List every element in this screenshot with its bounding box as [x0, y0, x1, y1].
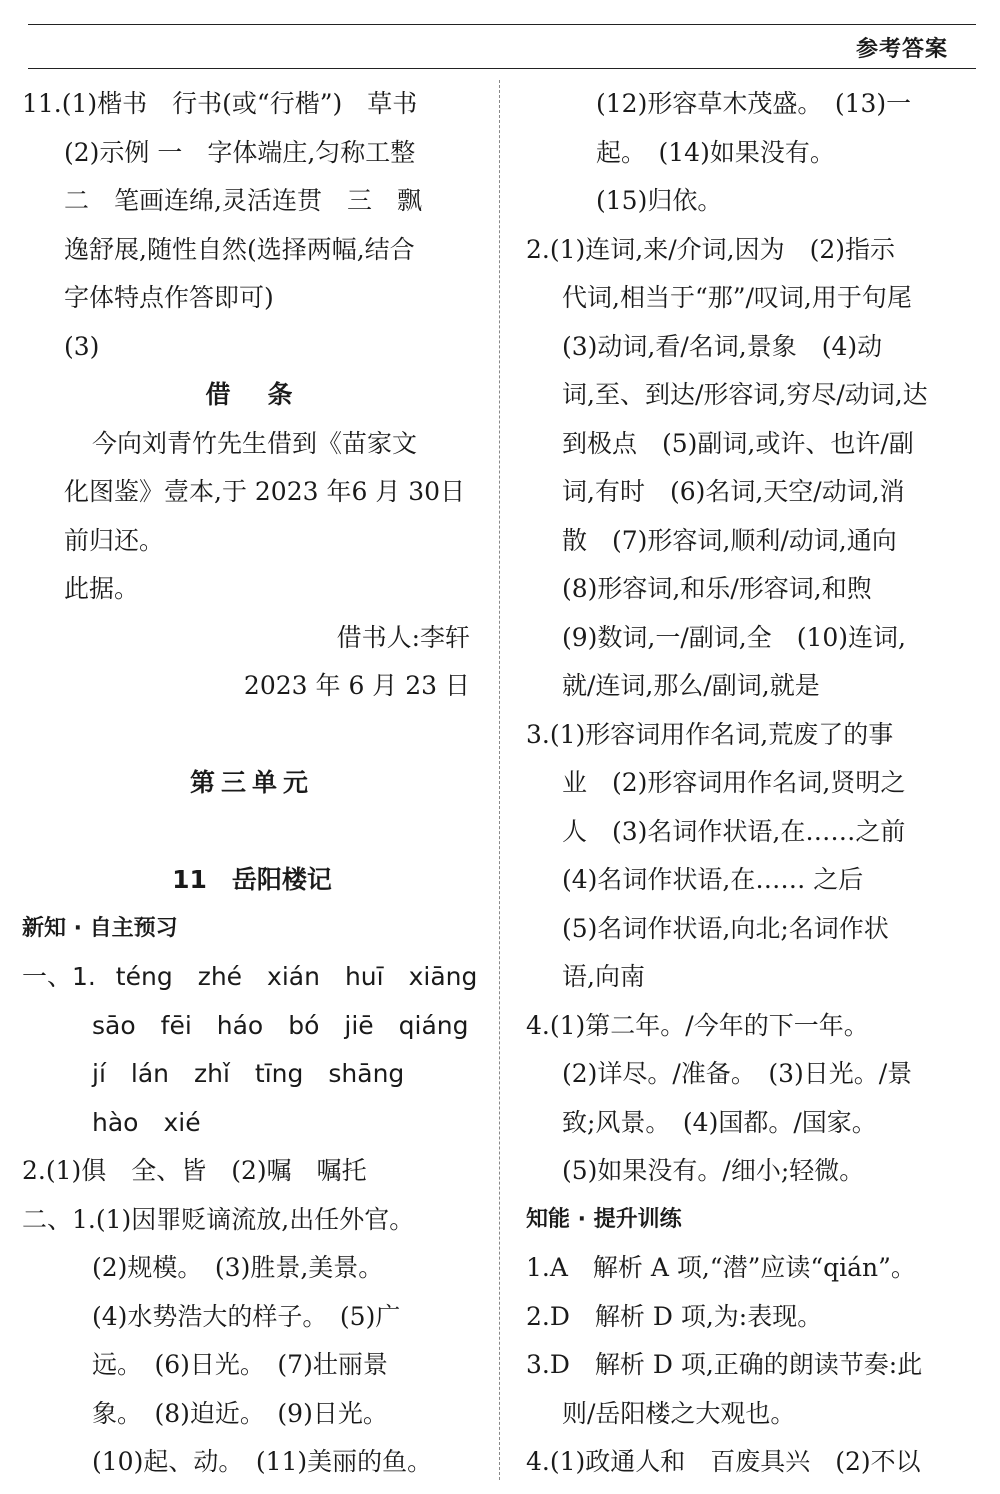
text-line: 2023 年 6 月 23 日 — [243, 671, 470, 700]
text-line: 语,向南 — [562, 962, 645, 991]
text-line: 起。 (14)如果没有。 — [596, 137, 835, 167]
text-line: 2.(1)连词,来/介词,因为 (2)指示 — [526, 234, 895, 264]
text-line: 知能 · 提升训练 — [526, 1206, 682, 1232]
text-line: (2)规模。 (3)胜景,美景。 — [92, 1253, 384, 1282]
text-line: 今向刘青竹先生借到《苗家文 — [92, 428, 418, 458]
text-line: 词,有时 (6)名词,天空/动词,消 — [562, 477, 905, 506]
text-line: 4.(1)第二年。/今年的下一年。 — [526, 1010, 869, 1040]
text-line: (3)动词,看/名词,景象 (4)动 — [562, 331, 883, 361]
text-line: 二 笔画连绵,灵活连贯 三 飘 — [64, 186, 422, 215]
text-line: 则/岳阳楼之大观也。 — [562, 1398, 796, 1428]
text-line: 1.A 解析 A 项,“潜”应读“qián”。 — [526, 1253, 916, 1282]
header-title: 参考答案 — [855, 37, 948, 62]
left-column — [22, 80, 482, 1487]
text-line: (5)如果没有。/细小;轻微。 — [562, 1156, 865, 1185]
text-line: 第三单元 — [189, 768, 314, 797]
text-line: 二、1.(1)因罪贬谪流放,出任外官。 — [22, 1204, 415, 1234]
text-line: 人 (3)名词作状语,在……之前 — [562, 816, 906, 846]
text-line: (15)归依。 — [596, 186, 723, 215]
text-line: 3.(1)形容词用作名词,荒废了的事 — [526, 719, 894, 749]
text-line: 远。 (6)日光。 (7)壮丽景 — [92, 1350, 388, 1379]
text-line: 2.D 解析 D 项,为:表现。 — [526, 1301, 823, 1331]
text-line: (3) — [64, 331, 100, 361]
text-line: 借 条 — [205, 380, 299, 409]
text-line: (2)详尽。/准备。 (3)日光。/景 — [562, 1059, 913, 1088]
text-line: 致;风景。 (4)国都。/国家。 — [562, 1107, 877, 1137]
text-line: (8)形容词,和乐/形容词,和煦 — [562, 574, 872, 603]
right-column — [526, 80, 986, 1487]
text-line: 前归还。 — [64, 525, 165, 555]
page-header — [28, 0, 976, 70]
text-line: 新知 · 自主预习 — [22, 915, 178, 941]
text-line: (10)起、动。 (11)美丽的鱼。 — [92, 1447, 433, 1476]
header-rule-top — [28, 24, 976, 25]
text-line: 11 岳阳楼记 — [172, 865, 332, 894]
text-line: 散 (7)形容词,顺利/动词,通向 — [562, 525, 897, 555]
text-line: 就/连词,那么/副词,就是 — [562, 671, 820, 700]
text-line: (9)数词,一/副词,全 (10)连词, — [562, 622, 906, 652]
text-line: (12)形容草木茂盛。 (13)一 — [596, 89, 912, 118]
text-line: 化图鉴》壹本,于 2023 年6 月 30日 — [64, 477, 466, 506]
text-line: (2)示例 一 字体端庄,匀称工整 — [64, 137, 416, 167]
text-line: 3.D 解析 D 项,正确的朗读节奏:此 — [526, 1350, 923, 1379]
text-line: (4)名词作状语,在…… 之后 — [562, 865, 864, 894]
text-line: 字体特点作答即可) — [64, 283, 274, 312]
text-line: 此据。 — [64, 574, 140, 603]
text-line: 业 (2)形容词用作名词,贤明之 — [562, 768, 906, 797]
text-line: 代词,相当于“那”/叹词,用于句尾 — [562, 283, 912, 312]
text-line — [22, 808, 482, 857]
text-line: 逸舒展,随性自然(选择两幅,结合 — [64, 234, 415, 264]
header-rule-bottom — [28, 68, 976, 69]
text-line: (5)名词作状语,向北;名词作状 — [562, 913, 889, 943]
text-line — [22, 711, 482, 760]
text-line: jí lán zhǐ tīng shāng — [92, 1059, 405, 1088]
text-line: hào xié — [92, 1107, 201, 1137]
column-divider — [499, 80, 500, 1480]
text-line: sāo fēi háo bó jiē qiáng — [92, 1010, 469, 1040]
text-line: 到极点 (5)副词,或许、也许/副 — [562, 428, 914, 458]
text-line: 一、1. téng zhé xián huī xiāng — [22, 962, 478, 991]
text-line: 4.(1)政通人和 百废具兴 (2)不以 — [526, 1447, 921, 1476]
text-line: 象。 (8)迫近。 (9)日光。 — [92, 1398, 388, 1428]
text-line: (4)水势浩大的样子。 (5)广 — [92, 1301, 401, 1331]
text-line: 11.(1)楷书 行书(或“行楷”) 草书 — [22, 89, 418, 118]
text-line: 2.(1)俱 全、皆 (2)嘱 嘱托 — [22, 1156, 367, 1185]
text-line: 借书人:李轩 — [336, 622, 470, 652]
text-line: 词,至、到达/形容词,穷尽/动词,达 — [562, 380, 928, 409]
